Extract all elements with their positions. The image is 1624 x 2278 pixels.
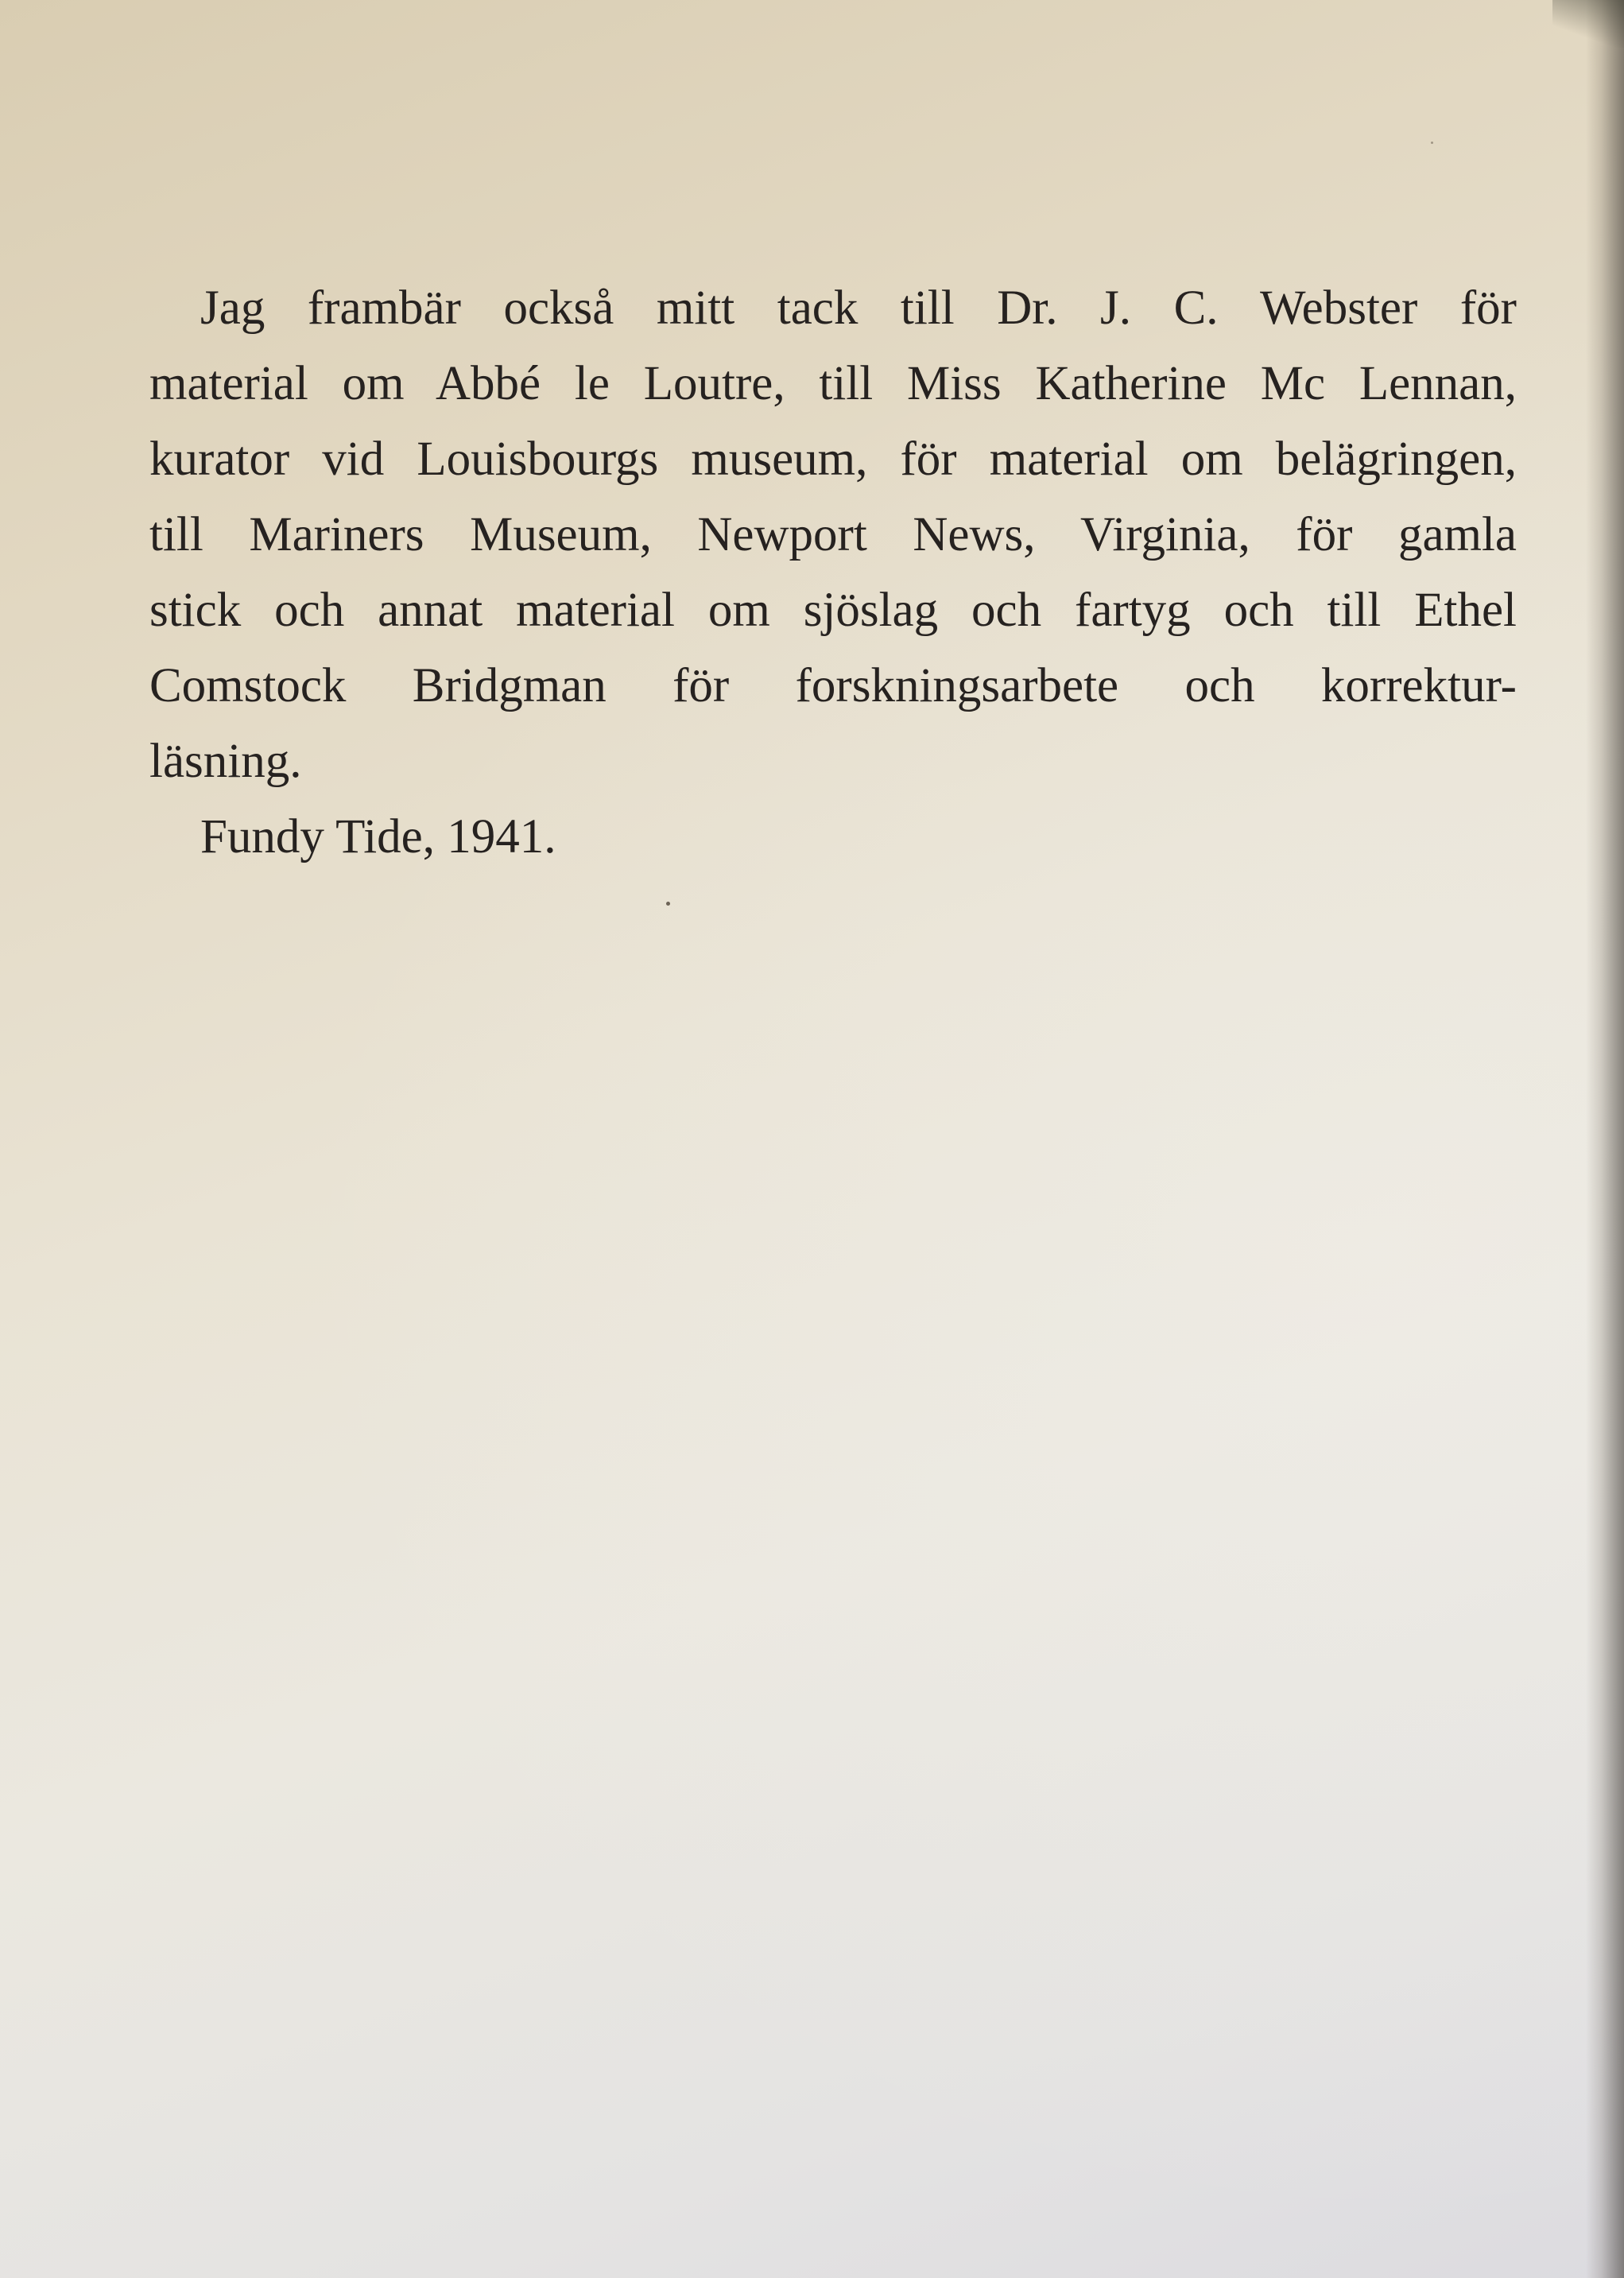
paragraph-line: kurator vid Louisbourgs museum, för material om belägringen,: [149, 433, 1517, 486]
acknowledgement-paragraph: [149, 270, 1517, 799]
paper-speck: [666, 902, 670, 906]
paragraph-line: Comstock Bridgman för forskningsarbete och korrektur-: [149, 659, 1517, 712]
paragraph-line: stick och annat material om sjöslag och fartyg och till Ethel: [149, 584, 1517, 637]
signature-line: Fundy Tide, 1941.: [200, 810, 556, 863]
page-corner-shadow: [1552, 0, 1624, 48]
page-edge-shadow: [1586, 0, 1624, 2278]
paragraph-line: Jag frambär också mitt tack till Dr. J. C. Webster för: [200, 281, 1517, 335]
acknowledgement-text: [149, 270, 1517, 875]
paper-speck: [1431, 142, 1433, 144]
paragraph-line: läsning.: [149, 735, 302, 788]
paragraph-line: till Mariners Museum, Newport News, Virginia, för gamla: [149, 508, 1517, 561]
paragraph-line: material om Abbé le Loutre, till Miss Katherine Mc Lennan,: [149, 357, 1517, 410]
